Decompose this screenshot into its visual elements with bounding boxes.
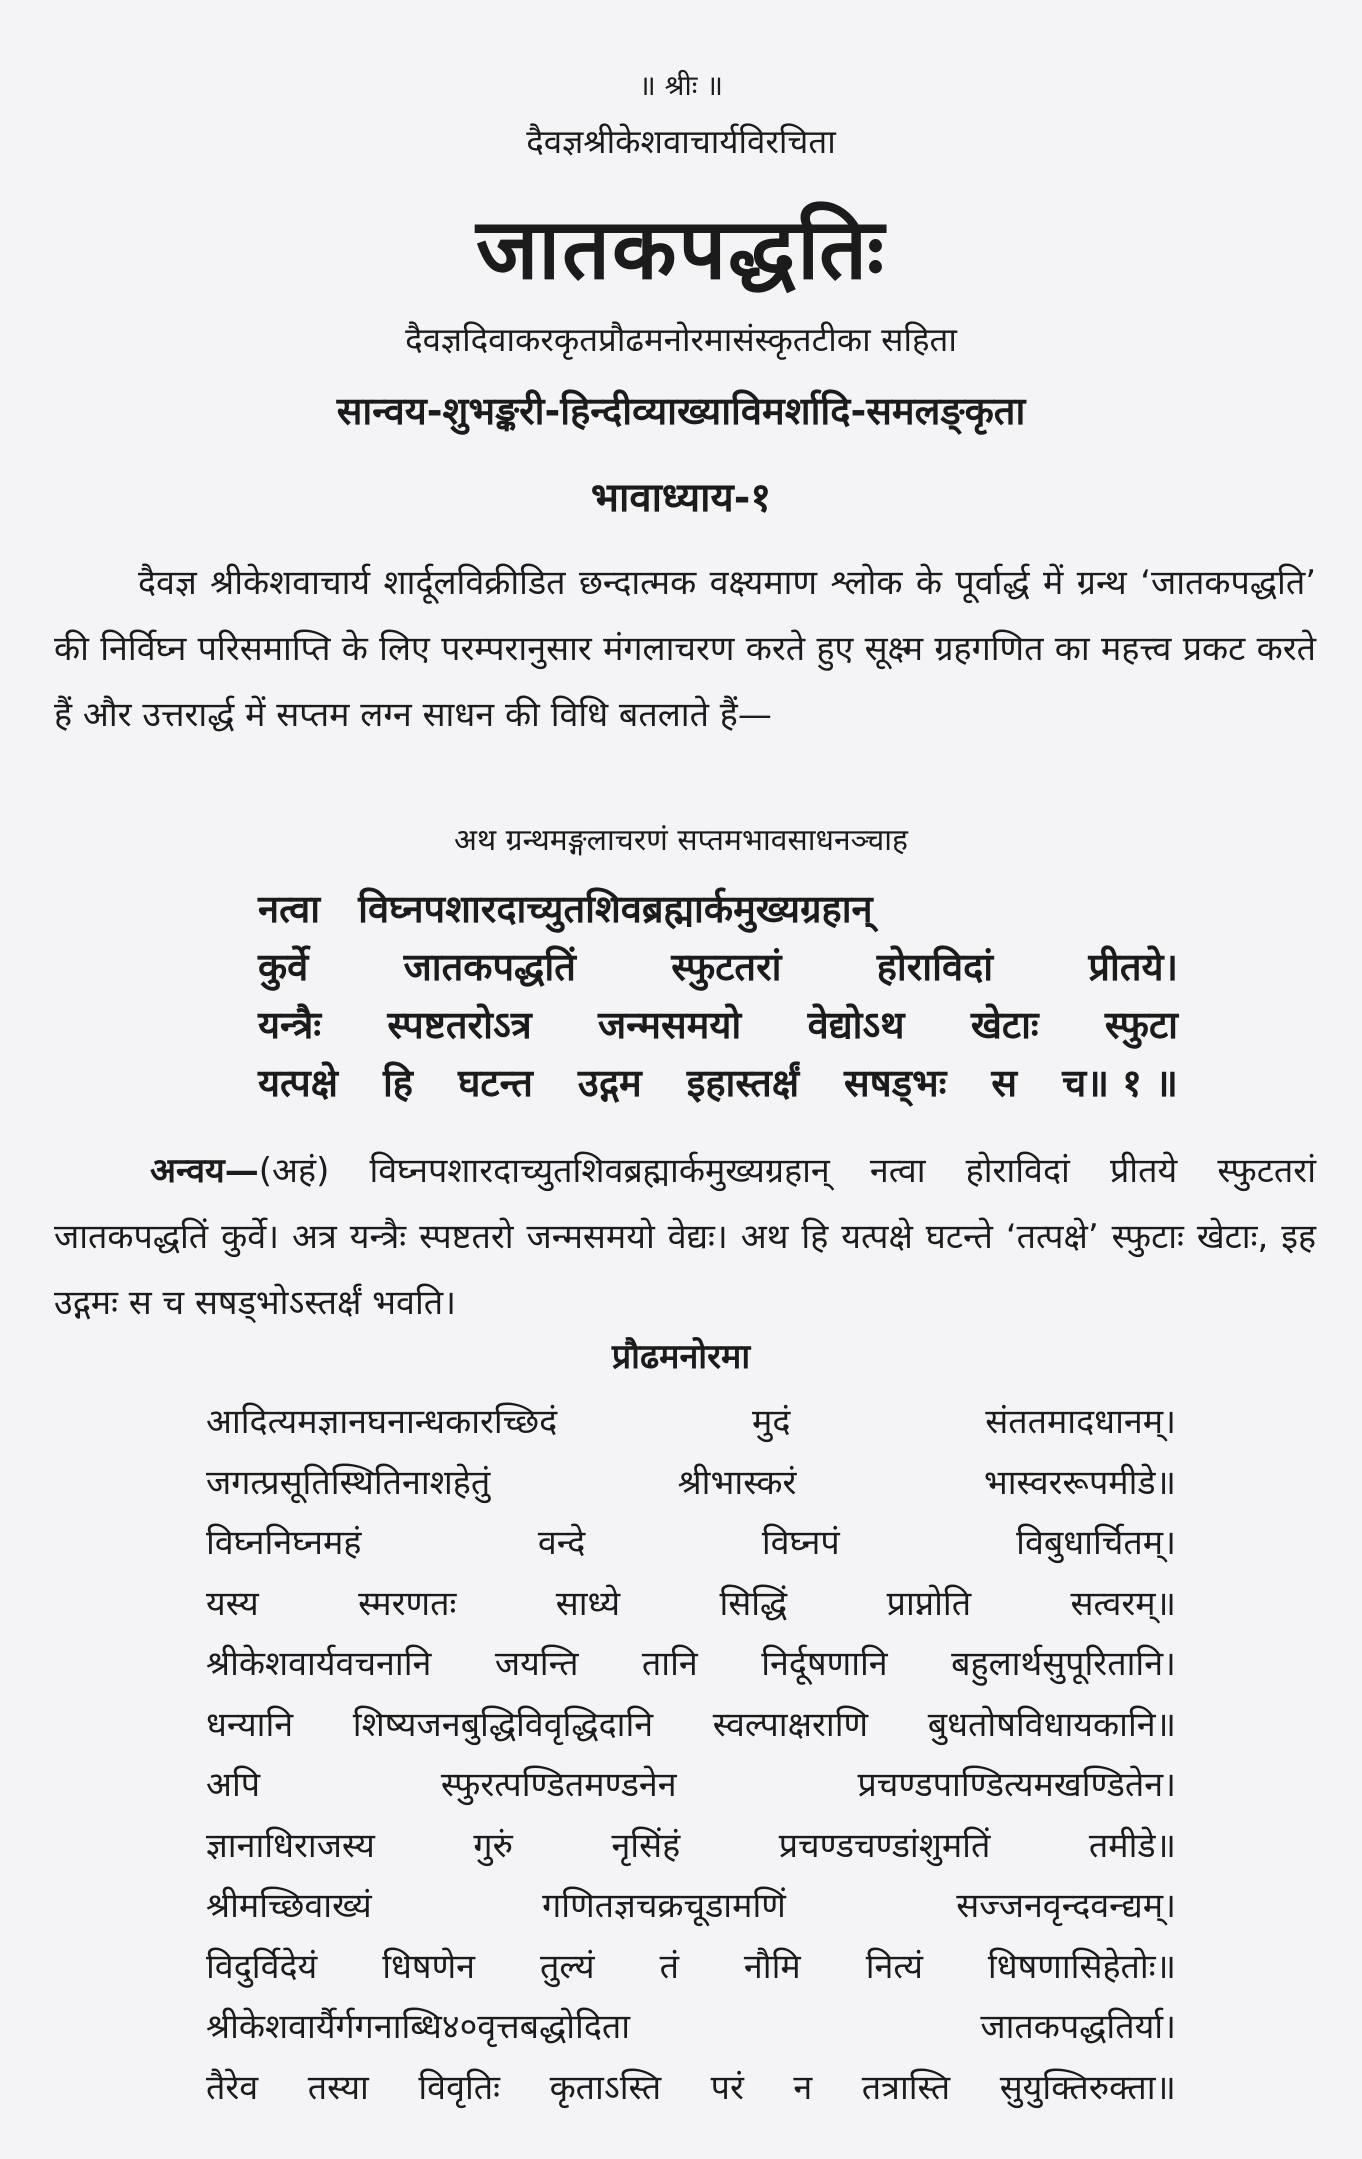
subtitle: दैवज्ञदिवाकरकृतप्रौढमनोरमासंस्कृतटीका सहिता <box>405 320 957 359</box>
verse-word: तत्रास्ति <box>861 2067 951 2108</box>
verse-word: गुरुं <box>473 1825 513 1866</box>
intro-line: ग्रन्थ ‘जातकपद्धति’ की निर्विघ्न परिसमाप्ति के लिए परम्परानुसार मंगलाचरण करते <box>54 563 1317 669</box>
verse-word: कुर्वे <box>258 945 309 989</box>
commentary-line <box>206 2056 1176 2117</box>
verse-word: संततमादधानम्। <box>985 1402 1176 1443</box>
verse-word: सषड्भः <box>844 1061 947 1105</box>
verse-word: च॥ १ ॥ <box>1062 1061 1178 1105</box>
verse-word: सज्जनवृन्दवन्द्यम्। <box>956 1886 1176 1927</box>
verse-word: तुल्यं <box>539 1946 595 1987</box>
commentary-line <box>206 1632 1176 1693</box>
verse-word: बहुलार्थसुपूरितानि। <box>951 1644 1176 1685</box>
verse-word: जयन्ति <box>494 1644 579 1685</box>
commentary-line <box>206 1451 1176 1512</box>
verse-word: तानि <box>641 1644 698 1685</box>
verse-word: तमीडे॥ <box>1088 1825 1176 1866</box>
verse-word: निर्दूषणानि <box>761 1644 888 1685</box>
verse-word: साध्ये <box>555 1583 621 1624</box>
intro-line: विधि बतलाते हैं— <box>550 695 772 735</box>
verse-word: परं <box>710 2067 744 2108</box>
anvaya-paragraph <box>54 1138 1316 1336</box>
commentary-line <box>206 1814 1176 1875</box>
anvaya-text: (अहं) विघ्नपशारदाच्युतशिवब्रह्मार्कमुख्यग्रहान् नत्वा होराविदां प्रीतये स्फुटतरां जातकपद्धतिं कुर्वे। अत्र यन्त्रैः स्पष्टतरो जन्मसमयो वेद्यः। अथ हि यत्पक्षे घटन्ते ‘तत्पक्षे’ स्फुटाः खेटाः, इह उद्गमः स च सषड्भोऽस्तर्क्षं भवति। <box>54 1151 1316 1323</box>
verse-line <box>258 938 1178 996</box>
commentary-verses <box>206 1390 1176 2116</box>
verse-word: जातकपद्धतिर्या। <box>980 2007 1176 2048</box>
verse-word: आदित्यमज्ञानघनान्धकारच्छिदं <box>206 1402 558 1443</box>
verse-word: न <box>793 2067 813 2108</box>
commentary-line <box>206 1390 1176 1451</box>
commentary-line <box>206 1874 1176 1935</box>
verse-line <box>258 1054 1178 1112</box>
verse-word: उद्गम <box>577 1061 642 1105</box>
verse-word: नित्यं <box>865 1946 923 1987</box>
verse-word: स्फुटा <box>1104 1003 1178 1047</box>
verse-word: स्मरणतः <box>358 1583 457 1624</box>
verse-word: खेटाः <box>970 1003 1039 1047</box>
verse-word: कृताऽस्ति <box>549 2067 662 2108</box>
verse-word: सिद्धिं <box>719 1583 788 1624</box>
verse-word: जगत्प्रसूतिस्थितिनाशहेतुं <box>206 1462 491 1503</box>
verse-word: श्रीकेशवार्यवचनानि <box>206 1644 432 1685</box>
verse-word: प्राप्नोति <box>886 1583 972 1624</box>
verse-word: नृसिंहं <box>611 1825 681 1866</box>
intro-line: दैवज्ञ श्रीकेशवाचार्य शार्दूलविक्रीडित छन्दात्मक वक्ष्यमाण श्लोक के पूर्वार्द्ध में <box>138 563 1064 603</box>
commentary-line <box>206 1935 1176 1996</box>
commentary-line <box>206 1693 1176 1754</box>
intro-paragraph <box>54 550 1316 748</box>
chapter-heading: भावाध्याय-१ <box>590 475 772 521</box>
verse-word: यस्य <box>206 1583 259 1624</box>
verse-word: स्पष्टतरोऽत्र <box>387 1003 532 1047</box>
verse-line <box>258 880 1178 938</box>
verse-word: भास्वररूपमीडे॥ <box>983 1462 1176 1503</box>
verse-word: विघ्नपशारदाच्युतशिवब्रह्मार्कमुख्यग्रहान् <box>358 887 873 931</box>
verse-word: घटन्त <box>457 1061 533 1105</box>
verse-word: धिषणेन <box>382 1946 476 1987</box>
verse-word: स्फुटतरां <box>671 945 782 989</box>
commentary-line <box>206 1753 1176 1814</box>
verse-word: श्रीभास्करं <box>677 1462 797 1503</box>
verse-word: वेद्योऽथ <box>807 1003 905 1047</box>
verse-word: तं <box>659 1946 679 1987</box>
verse-word: जातकपद्धतिं <box>403 945 576 989</box>
subtitle-secondary: सान्वय-शुभङ्करी-हिन्दीव्याख्याविमर्शादि-समलङ्कृता <box>336 389 1026 433</box>
verse-word: होराविदां <box>876 945 994 989</box>
verse-word: स <box>991 1061 1018 1105</box>
verse-word: श्रीकेशवार्यैर्गगनाब्धि४०वृत्तबद्धोदिता <box>206 2007 631 2048</box>
anvaya-label: अन्वय— <box>150 1151 259 1191</box>
verse-word: धिषणासिहेतोः॥ <box>987 1946 1176 1987</box>
verse-word: जन्मसमयो <box>597 1003 742 1047</box>
verse-line <box>258 996 1178 1054</box>
verse-word: स्वल्पाक्षराणि <box>712 1704 869 1745</box>
verse-word: प्रचण्डचण्डांशुमतिं <box>778 1825 991 1866</box>
verse-word: बुधतोषविधायकानि॥ <box>927 1704 1176 1745</box>
verse-word: शिष्यजनबुद्धिविवृद्धिदानि <box>352 1704 654 1745</box>
verse-word: तस्या <box>307 2067 369 2108</box>
verse-word: विघ्ननिघ्नमहं <box>206 1523 362 1564</box>
verse-word: प्रचण्डपाण्डित्यमखण्डितेन। <box>857 1765 1176 1806</box>
verse-word: सत्वरम्॥ <box>1070 1583 1176 1624</box>
verse-word: नौमि <box>743 1946 801 1987</box>
verse-word: अपि <box>206 1765 261 1806</box>
verse-heading: अथ ग्रन्थमङ्गलाचरणं सप्तमभावसाधनञ्चाह <box>454 823 908 858</box>
verse-block <box>258 880 1178 1112</box>
verse-word: नत्वा <box>258 887 321 931</box>
verse-word: हि <box>382 1061 413 1105</box>
author-line: दैवज्ञश्रीकेशवाचार्यविरचिता <box>526 122 836 161</box>
invocation: ॥ श्रीः ॥ <box>638 69 724 102</box>
commentary-line <box>206 1511 1176 1572</box>
verse-word: तैरेव <box>206 2067 259 2108</box>
verse-word: विवृतिः <box>418 2067 501 2108</box>
verse-word: विदुर्विदेयं <box>206 1946 318 1987</box>
verse-word: वन्दे <box>537 1523 586 1564</box>
verse-word: ज्ञानाधिराजस्य <box>206 1825 375 1866</box>
verse-word: विघ्नपं <box>761 1523 840 1564</box>
verse-word: इहास्तर्क्षं <box>686 1061 800 1105</box>
verse-word: यत्पक्षे <box>258 1061 338 1105</box>
book-title: जातकपद्धतिः <box>476 200 886 298</box>
verse-word: सुयुक्तिरुक्ता॥ <box>999 2067 1176 2108</box>
commentary-heading: प्रौढमनोरमा <box>611 1337 751 1377</box>
verse-word: यन्त्रैः <box>258 1003 322 1047</box>
intro-line: हुए सूक्ष्म ग्रहगणित का महत्त्व प्रकट करते हैं और उत्तरार्द्ध में सप्तम लग्न साधन की <box>54 629 1316 735</box>
verse-word: धन्यानि <box>206 1704 294 1745</box>
verse-word: विबुधार्चितम्। <box>1016 1523 1176 1564</box>
verse-word: मुदं <box>751 1402 791 1443</box>
verse-word: स्फुरत्पण्डितमण्डनेन <box>440 1765 677 1806</box>
verse-word: गणितज्ञचक्रचूडामणिं <box>542 1886 786 1927</box>
commentary-line <box>206 1572 1176 1633</box>
commentary-line <box>206 1995 1176 2056</box>
verse-word: श्रीमच्छिवाख्यं <box>206 1886 372 1927</box>
verse-word: प्रीतये। <box>1088 945 1178 989</box>
